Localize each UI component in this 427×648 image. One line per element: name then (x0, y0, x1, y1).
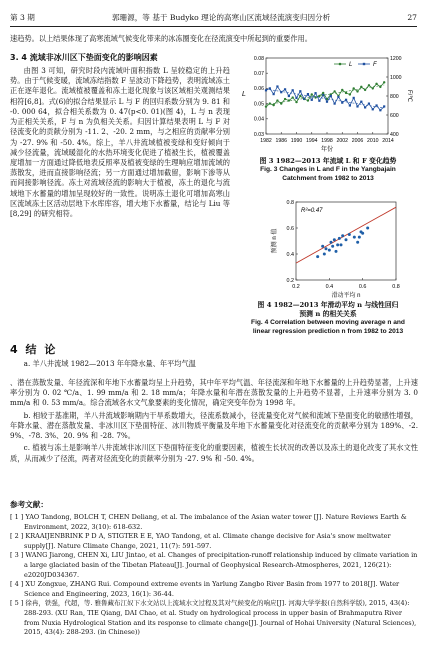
point-F (269, 87, 271, 89)
point-L (307, 99, 309, 101)
x-tick-label: 1982 (260, 138, 272, 144)
point-F (295, 97, 297, 99)
point-F (276, 85, 278, 87)
point-F (379, 109, 381, 111)
x-tick-label: 2010 (366, 138, 379, 144)
point-F (307, 93, 309, 95)
x-tick-label: 2006 (351, 138, 364, 144)
references-list (10, 513, 418, 638)
point-L (372, 87, 374, 89)
point-L (360, 86, 362, 88)
scatter-chart (266, 196, 406, 300)
point-F (265, 89, 267, 91)
figure-4-caption (232, 301, 424, 337)
x-tick-label: 0.2 (292, 284, 300, 290)
y-left-tick-label: 0.06 (253, 86, 264, 93)
conclusion-paragraph: 、潜在蒸散发量、年径流深和年地下水蓄量均呈上升趋势，其中年平均气温、年径流深和年地下水蓄量的上升趋势显著，上升速率分别为 0. 02 ℃/a、1. 99 mm/a 和 2. 18 mm/a；年降水量和年潜在蒸散发量的上升趋势不显著，上升速率分别为 3. 0 mm/a 和 0. 53 mm/a。综合流域各水文气象要素的变化情况，确定突变年份为 1998 年。 (10, 378, 418, 408)
point-F (368, 103, 370, 105)
point-L (299, 95, 301, 97)
point-F (364, 106, 366, 108)
y-right-tick-label: 1200 (390, 55, 402, 62)
point-L (326, 98, 328, 100)
y-left-tick-label: 0.08 (253, 55, 264, 62)
y-right-tick-label: 600 (390, 112, 399, 119)
reference-item: [ 4 ] XU Zongxue, ZHANG Rui. Compound extreme events in Yarlung Zangbo River Basin from 1977 to 2018[J]. Water Science and Engineering, 2023, 16(1): 36-44. (10, 580, 400, 598)
reference-item: [ 1 ] YAO Tandong, BOLCH T, CHEN Deliang, et al. The imbalance of the Asian water tower [J]. Nature Reviews Earth & Environment, 2022, 3(10): 618-632. (10, 513, 407, 531)
point-F (292, 89, 294, 91)
scatter-point (353, 236, 356, 239)
y-left-axis-label: L (242, 91, 246, 98)
point-F (299, 90, 301, 92)
references-heading: 参考文献： (10, 500, 48, 509)
y-axis-label: 预测 n 值 (272, 228, 278, 254)
point-F (326, 101, 328, 103)
caption-en: Fig. 4 Correlation between moving average n and (251, 319, 405, 327)
scatter-point (331, 245, 334, 248)
scatter-point (321, 245, 324, 248)
line-chart (238, 50, 418, 154)
point-L (364, 89, 366, 91)
running-header (10, 10, 417, 27)
conclusion-a-start (10, 359, 230, 369)
scatter-point (356, 241, 359, 244)
point-L (265, 105, 267, 107)
y-tick-label: 0.6 (286, 225, 294, 232)
point-F (322, 94, 324, 96)
reference-item: [ 2 ] KRAAIJENBRINK P D A, STIGTER E E, YAO Tandong, et al. Climate change decisive for Asia's snow meltwater supply[J]. Nature Climate Change, 2021, 11(7): 591-597. (10, 532, 391, 550)
scatter-point (358, 236, 361, 239)
caption-en-2: Catchment from 1982 to 2013 (282, 175, 374, 183)
scatter-point (361, 232, 364, 235)
scatter-point (366, 227, 369, 230)
caption-cn: 图 4 1982—2013 年滑动平均 n 与线性回归 (257, 301, 399, 309)
x-axis-label: 滑动平均 n (331, 293, 361, 299)
y-right-tick-label: 800 (390, 93, 399, 100)
point-F (311, 99, 313, 101)
point-F (383, 105, 385, 107)
r-squared-label: R²=0.47 (301, 208, 323, 214)
conclusion-full-width (10, 378, 418, 464)
section-heading: 3. 4 流域非冰川区下垫面变化的影响因素 (10, 53, 158, 62)
conclusion-paragraph-b: b. 相较于基准期，羊八井流域影响期内干旱系数增大，径流系数减小，径流量变化对气候和流域下垫面变化的敏感性增强，年降水量、潜在蒸散发量、非冰川区下垫面特征、冰川物质平衡量及年地下水蓄量变化对径流变化的贡献率分别为 189%、-2. 9%、-78. 3%、20. 9% 和 -28. 7%。 (10, 410, 418, 441)
y-tick-label: 0.4 (286, 251, 294, 258)
conclusion-paragraph-c: c. 植被与冻土是影响羊八井流域非冰川区下垫面特征变化的重要因素，植被生长状况的改善以及冻土的退化改变了其水文性质，从而减少了径流，两者对径流变化的贡献率分别为 -27. 9% 和 -50. 4%。 (10, 443, 418, 463)
regression-line (296, 207, 396, 263)
y-right-tick-label: 400 (390, 131, 399, 138)
point-L (379, 86, 381, 88)
x-tick-label: 1998 (321, 138, 333, 144)
x-tick-label: 2002 (336, 138, 349, 144)
figure-3-caption (232, 157, 424, 184)
caption-en: Fig. 3 Changes in L and F in the Yangbajain (260, 166, 396, 174)
scatter-point (323, 253, 326, 256)
caption-cn: 图 3 1982—2013 年流域 L 和 F 变化趋势 (259, 157, 397, 165)
x-tick-label: 1986 (275, 138, 288, 144)
point-F (288, 95, 290, 97)
scatter-point (348, 233, 351, 236)
point-L (295, 101, 297, 103)
point-F (356, 105, 358, 107)
point-L (352, 87, 354, 89)
point-F (349, 104, 351, 106)
section-body (10, 66, 230, 219)
x-axis-label: 年份 (320, 147, 334, 153)
figure-4 (266, 196, 406, 300)
intro-text: 速趋势。以上结果体现了高寒流域气候变化带来的冰冻圈变化在径流演变中所起到的重要作用。 (10, 34, 312, 43)
point-L (284, 98, 286, 100)
point-F (341, 102, 343, 104)
y-right-tick-label: 1000 (390, 74, 402, 81)
x-tick-label: 0.4 (325, 284, 334, 290)
point-F (353, 97, 355, 99)
y-left-tick-label: 0.04 (253, 116, 264, 123)
scatter-point (341, 234, 344, 237)
point-L (349, 93, 351, 95)
caption-en-2: linear regression prediction n from 1982 to 2013 (252, 328, 404, 336)
legend-label-L: L (349, 62, 353, 68)
point-L (345, 92, 347, 94)
scatter-point (340, 243, 343, 246)
point-F (284, 88, 286, 90)
scatter-point (316, 255, 319, 258)
y-left-tick-label: 0.05 (253, 101, 264, 108)
y-right-axis-label: F/℃ (406, 89, 412, 103)
point-F (318, 100, 320, 102)
point-F (273, 93, 275, 95)
point-L (272, 104, 274, 106)
conclusion-heading: 4 结 论 (10, 343, 58, 356)
scatter-point (328, 249, 331, 252)
scatter-point (330, 241, 333, 244)
section-paragraph: 由图 3 可知，研究时段内流域叶面积指数 L 呈较稳定的上升趋势。由于气候变暖，流域冻结指数 F 呈波动下降趋势，表明流域冻土正在逐年退化。流域植被覆盖和冻土退化现象与该区域相关观测结果相符[6,8]。式(6)的拟合结果显示 L 与 F 的回归系数分别为 9. 81 和 -0. 000 64，拟合相关系数为 0. 47(p<0. 01)(图 4)，L 与 n 表现为正相关关系，F 与 n 为负相关关系。归因计算结果表明 L 与 F 对径流变化的贡献分别为 -11. 2、-20. 2 mm，与之相应的贡献率分别为 -27. 9% 和 -50. 4%。综上，羊八井流域植被变绿和变好倾向于减少径流量，流域暖湿化的水热环境变化促进了植被生长，植被覆盖度增加一方面通过降低地表反照率及植被变绿的生理响应增加流域的蒸散发，进而直接影响径流；另一方面通过增加截留，影响下渗等从而间接影响径流。冻土对流域径流的影响大于植被，冻土的退化与流域地下水蓄量的增加呈现较好的一致性。说明冻土退化可增加高寒山区流域冻土区活动层地下水库库容，增大地下水蓄量，结论与 Liu 等[8,29] 的研究相符。 (10, 66, 230, 219)
scatter-point (335, 250, 338, 253)
point-F (337, 96, 339, 98)
point-L (276, 99, 278, 101)
series-line-L (266, 82, 384, 106)
conclusion-paragraph: a. 羊八井流域 1982—2013 年年降水量、年平均气温 (23, 359, 196, 368)
caption-cn-2: 预测 n 的相关关系 (299, 310, 357, 319)
reference-item: [ 5 ] 徐冉，铁强，代超，等. 雅鲁藏布江奴下水文站以上流域水文过程及其对气候变化的响应[J]. 河海大学学报(自然科学版), 2015, 43(4): 288-293. (XU Ran, TIE Qiang, DAI Chao, et al. Study on hydrological process in upper basin of Brahmaputra River from Nuxia Hydrological Station and its response to climate change[J]. Journal of Hohai University (Natural Sciences), 2015, 43(4): 288-293. (in Chinese)) (10, 599, 417, 637)
running-title: 郭珊源，等 基于 Budyko 理论的高寒山区流域径流演变归因分析 (111, 13, 331, 23)
x-tick-label: 0.8 (392, 284, 400, 290)
point-F (345, 99, 347, 101)
scatter-point (336, 243, 339, 246)
x-tick-label: 2014 (382, 138, 394, 144)
point-L (280, 102, 282, 104)
point-F (330, 95, 332, 97)
x-tick-label: 1990 (290, 138, 303, 144)
point-F (360, 101, 362, 103)
legend-marker-L (339, 63, 342, 66)
y-left-tick-label: 0.03 (253, 131, 264, 138)
point-L (375, 83, 377, 85)
point-L (333, 90, 335, 92)
page-number: 27 (407, 13, 417, 23)
point-F (375, 104, 377, 106)
legend-label-F: F (373, 62, 377, 68)
scatter-point (325, 247, 328, 250)
point-L (341, 89, 343, 91)
scatter-point (333, 238, 336, 241)
point-F (372, 108, 374, 110)
plot-frame (266, 58, 388, 134)
y-left-tick-label: 0.07 (253, 71, 264, 77)
scatter-point (338, 237, 341, 240)
x-tick-label: 0.6 (358, 284, 367, 290)
x-tick-label: 1994 (305, 138, 318, 144)
point-F (334, 103, 336, 105)
trend-line-L (266, 85, 384, 105)
scatter-point (345, 238, 348, 241)
point-L (311, 93, 313, 95)
y-tick-label: 0.8 (286, 199, 294, 206)
y-tick-label: 0.2 (286, 277, 294, 284)
legend-marker-F (363, 63, 365, 65)
issue-number: 第 3 期 (10, 13, 35, 23)
point-L (356, 90, 358, 92)
point-L (291, 96, 293, 98)
point-L (383, 81, 385, 83)
point-L (368, 84, 370, 86)
point-L (322, 92, 324, 94)
figure-3 (238, 50, 418, 154)
point-F (314, 92, 316, 94)
trend-line-F (266, 89, 384, 108)
reference-item: [ 3 ] WANG Jiarong, CHEN Xi, LIU Jintao, et al. Changes of precipitation-runoff relationship induced by climate variation in a large glaciated basin of the Tibetan Plateau[J]. Journal of Geophysical Research-Atmospheres, 2021, 126(21): e2020JD034367. (10, 551, 418, 579)
